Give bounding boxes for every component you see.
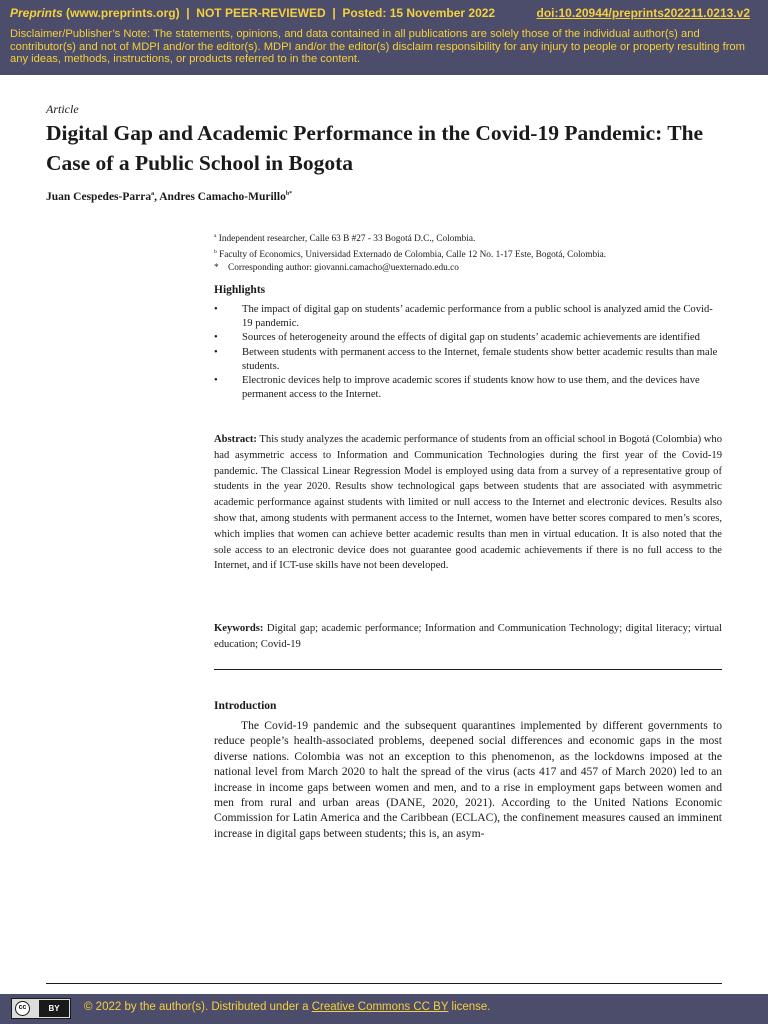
doi-link[interactable]: doi:10.20944/preprints202211.0213.v2 [536,6,750,20]
highlight-item [214,374,722,402]
separator: | [332,6,336,20]
highlights-list [214,303,722,402]
affiliation-text: Independent researcher, Calle 63 B #27 - 33 Bogotá D.C., Colombia. [218,234,476,245]
cc-by-license-icon[interactable] [11,998,71,1019]
highlight-item [214,331,722,345]
highlight-item [214,346,722,374]
affiliation-mark: * [214,263,219,274]
preprint-banner [0,0,768,75]
keywords [214,621,722,653]
highlight-item [214,303,722,331]
introduction-heading: Introduction [214,700,277,712]
author-separator: , [154,191,160,203]
affiliation-mark: a [214,233,217,239]
publisher-disclaimer: Disclaimer/Publisher’s Note: The statements, opinions, and data contained in all publications are solely those of the individual author(s) and contributor(s) and not of MDPI and/or the editor(s). MDPI and/or the editor(s) disclaim responsibility for any injury to people or property resulting from any ideas, methods, instructions, or products referred to in the content. [10,28,745,66]
highlight-text: Sources of heterogeneity around the effects of digital gap on students’ academic achievements are identified [242,332,700,344]
corresponding-email[interactable]: Corresponding author: giovanni.camacho@uexternado.edu.co [228,263,459,274]
affiliation-text: Faculty of Economics, Universidad Externado de Colombia, Calle 12 No. 1-17 Este, Bogotá, Colombia. [219,250,607,261]
affiliation-mark: b [214,249,217,256]
bullet-icon: • [214,332,218,344]
bullet-icon: • [214,304,218,315]
highlights-heading: Highlights [214,284,266,296]
introduction-text: The Covid-19 pandemic and the subsequent quarantines implemented by different governments to reduce people’s health-associated problems, deepened social differences and economic gaps in the most diverse nations. Colombia was not an exception to this phenomenon, as the lockdowns imposed at the national level from March 2020 to halt the spread of the virus (acts 417 and 457 of March 2020) led to an increase in income gaps between women and men, and to a rise in employment gaps between women and men from rural and urban areas (DANE, 2020, 2021). According to the United Nations Economic Commission for Latin America and the Caribbean (ECLAC), the confinement measures caused an imminent increase in digital gaps between students; this is, an asym- [214,719,722,840]
bullet-icon: • [214,375,218,387]
abstract [214,432,722,574]
license-prefix: © 2022 by the author(s). Distributed under a [84,1001,312,1013]
keywords-text: Digital gap; academic performance; Information and Communication Technology; digital literacy; virtual education; Covid-19 [214,623,722,650]
brand-name: Preprints [10,6,63,20]
bullet-icon: • [214,346,218,358]
author-name: Juan Cespedes-Parra [46,191,152,203]
by-icon: BY [39,1000,69,1017]
separator: | [186,6,190,20]
highlight-text: Electronic devices help to improve academic scores if students know how to use them, and the devices have permanent access to the Internet. [242,375,700,401]
affiliations [214,230,734,275]
abstract-text: This study analyzes the academic performance of students from an official school in Bogotá (Colombia) who had asymmetric access to Information and Communication Technologies during the first year of the Covid-19 pandemic. The Classical Linear Regression Model is employed using data from a survey of a representative group of students in the year 2020. Results show technological gaps between students that are associated with asymmetric academic performance against students with limited or null access to the Internet and electronic devices. Results also show that, among students with permanent access to the Internet, women have better scores compared to men’s scores, which implies that women can achieve better academic results than men in virtual education. It is also noted that the sole access to an electronic device does not guarantee good academic achievements if there is no full access to the Internet, and if ICT-use skills have not been developed. [214,434,722,572]
section-divider [214,669,722,670]
highlight-text: The impact of digital gap on students’ academic performance from a public school is analyzed amid the Covid-19 pandemic. [242,304,713,330]
affiliation-item [214,230,734,246]
abstract-label: Abstract: [214,434,257,445]
site-url[interactable]: (www.preprints.org) [66,6,180,20]
keywords-label: Keywords: [214,623,264,634]
license-footer [0,994,768,1024]
author-list [46,191,292,203]
highlight-text: Between students with permanent access to the Internet, female students show better academic results than male students. [242,346,718,372]
license-text [84,1001,491,1013]
author-name: Andres Camacho-Murillo [159,191,286,203]
author-affiliation-mark: b* [285,191,293,198]
review-status: NOT PEER-REVIEWED [196,6,326,20]
affiliation-item [214,246,734,262]
banner-header-line [10,6,750,20]
cc-icon: cc [15,1001,30,1016]
posted-date: Posted: 15 November 2022 [342,6,496,20]
banner-status-line [10,6,495,20]
author-affiliation-mark: a [151,191,155,198]
paper-title: Digital Gap and Academic Performance in the Covid-19 Pandemic: The Case of a Public School in Bogota [46,121,704,175]
license-link[interactable]: Creative Commons CC BY [311,1001,449,1013]
license-suffix: license. [448,1001,491,1013]
corresponding-author [214,262,734,275]
footer-divider [46,983,722,984]
article-type: Article [46,102,79,116]
